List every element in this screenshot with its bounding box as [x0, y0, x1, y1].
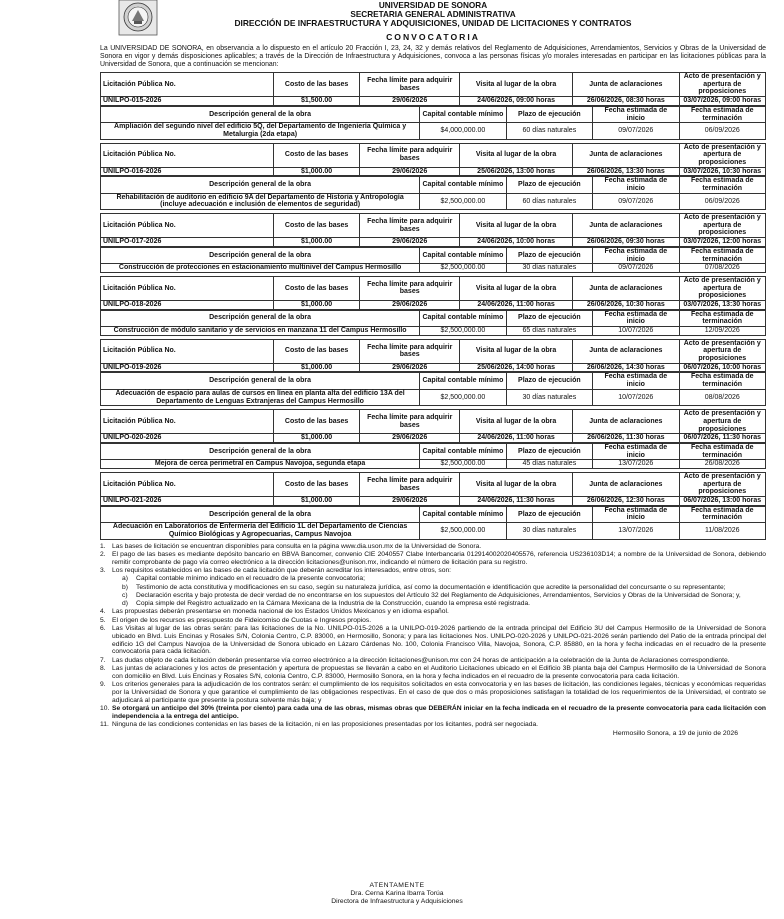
label-acto: Acto de presentación y apertura de proposiciones	[679, 473, 765, 497]
termino-value: 07/08/2026	[679, 264, 765, 273]
label-costo: Costo de las bases	[273, 143, 359, 167]
label-acto: Acto de presentación y apertura de proposiciones	[679, 410, 765, 434]
note-3	[100, 567, 766, 575]
table-row	[101, 143, 766, 167]
signatory-name: Dra. Cerna Karina Ibarra Torúa	[350, 889, 444, 897]
table-row	[101, 389, 766, 405]
label-capital: Capital contable mínimo	[420, 310, 506, 326]
note-4	[100, 608, 766, 616]
table-row	[101, 214, 766, 238]
label-acto: Acto de presentación y apertura de proposiciones	[679, 214, 765, 238]
subnote-text: Capital contable mínimo indicado en el recuadro de la presente convocatoria;	[136, 575, 365, 583]
label-licitacion: Licitación Pública No.	[101, 410, 274, 434]
note-text: Las Visitas al lugar de las obras serán: para las licitaciones de la No. UNILPO-015-2026 a la UNILPO-019-2026 partiendo de la entrada principal del Edificio 3U del Campus Hermosillo de la Universidad de Sonora ubicado en Blvd. Luis Encinas y Rosales S/N, Colonia Centro, C.P. 83000, en Hermosillo, Sonora; y para las licitaciones Nos. UNILPO-020-2026 y UNILPO-021-2026 serán partiendo del Patio de la entrada principal del edificio 1G del Campus Navojoa de la Universidad de Sonora ubicado en Lázaro Cárdenas No. 100, Colonia Francisco Villa, Navojoa, Sonora, C.P. 85880, en la hora y fecha indicadas en el recuadro de la presente convocatoria para cada licitación.	[112, 625, 766, 656]
label-descripcion: Descripción general de la obra	[101, 247, 420, 263]
licitacion-block	[100, 276, 766, 336]
acto-value: 03/07/2026, 12:00 horas	[679, 238, 765, 247]
note-7	[100, 657, 766, 665]
table-row	[101, 460, 766, 469]
description-value: Construcción de módulo sanitario y de servicios en manzana 11 del Campus Hermosillo	[101, 327, 420, 336]
termino-value: 06/09/2026	[679, 123, 765, 139]
table-row	[101, 443, 766, 459]
licitacion-detail-table	[100, 372, 766, 406]
label-junta: Junta de aclaraciones	[573, 473, 679, 497]
note-number: 11.	[100, 721, 109, 729]
junta-value: 26/06/2026, 09:30 horas	[573, 238, 679, 247]
table-row	[101, 339, 766, 363]
label-visita: Visita al lugar de la obra	[460, 73, 573, 97]
note-text: Las dudas objeto de cada licitación deberán presentarse vía correo electrónico a la dirección licitaciones@unison.mx con 24 horas de anticipación a la celebración de la Junta de Aclaraciones correspondiente.	[112, 656, 730, 664]
table-row	[101, 506, 766, 522]
label-licitacion: Licitación Pública No.	[101, 143, 274, 167]
note-text: Los requisitos establecidos en las bases de cada licitación que deberán acreditar los interesados, entre otros, son:	[112, 567, 452, 574]
junta-value: 26/06/2026, 08:30 horas	[573, 97, 679, 106]
subnote-text: Copia simple del Registro actualizado en la Cámara Mexicana de la Industria de la Construcción, cuando la empresa esté registrada.	[136, 600, 531, 608]
subnote-letter: c)	[122, 591, 128, 599]
note-3-a	[100, 575, 766, 583]
termino-value: 11/08/2026	[679, 523, 765, 539]
visit-value: 24/06/2026, 09:00 horas	[460, 97, 573, 106]
label-plazo: Plazo de ejecución	[506, 177, 592, 193]
licitacion-detail-table	[100, 506, 766, 540]
place-date: Hermosillo Sonora, a 19 de junio de 2026	[612, 730, 738, 738]
label-plazo: Plazo de ejecución	[506, 443, 592, 459]
note-number: 5.	[100, 616, 106, 624]
licitacion-number: UNILPO-015-2026	[101, 97, 274, 106]
deadline-value: 29/06/2026	[360, 97, 460, 106]
table-row	[101, 73, 766, 97]
visit-value: 25/06/2026, 13:00 horas	[460, 167, 573, 176]
acto-value: 06/07/2026, 13:00 horas	[679, 497, 765, 506]
label-fecha-limite: Fecha límite para adquirir bases	[360, 143, 460, 167]
signature-atentamente: ATENTAMENTE	[369, 882, 425, 889]
licitacion-block	[100, 72, 766, 140]
note-3-c	[100, 592, 766, 600]
label-junta: Junta de aclaraciones	[573, 339, 679, 363]
inicio-value: 10/07/2026	[593, 389, 679, 405]
licitacion-number: UNILPO-021-2026	[101, 497, 274, 506]
description-value: Adecuación en Laboratorios de Enfermería del Edificio 1L del Departamento de Ciencias Químico Biológicas y Agropecuarias, Campus Navojoa	[101, 523, 420, 539]
note-number: 6.	[100, 625, 106, 633]
label-fecha-limite: Fecha límite para adquirir bases	[360, 473, 460, 497]
termino-value: 06/09/2026	[679, 193, 765, 209]
label-termino: Fecha estimada de terminación	[679, 443, 765, 459]
junta-value: 26/06/2026, 13:30 horas	[573, 167, 679, 176]
label-descripcion: Descripción general de la obra	[101, 373, 420, 389]
capital-value: $2,500,000.00	[420, 193, 506, 209]
capital-value: $2,500,000.00	[420, 460, 506, 469]
note-number: 7.	[100, 656, 106, 664]
note-number: 4.	[100, 608, 106, 616]
label-licitacion: Licitación Pública No.	[101, 473, 274, 497]
note-3-d	[100, 600, 766, 608]
note-text: El pago de las bases es mediante depósito bancario en BBVA Bancomer, convenio CIE 2040557 Clabe Interbancaria 012914002020405576, referencia US236103D14; a nombre de la Universidad de Sonora, debiendo remitir comprobante de pago vía correo electrónico a la dirección licitaciones@unison.mx, indicando el número de licitación para su registro.	[112, 550, 766, 566]
note-text: Se otorgará un anticipo del 30% (treinta por ciento) para cada una de las obras, mismas obras que DEBERÁN iniciar en la fecha indicada en el recuadro de la presente convocatoria para cada licitación con independencia a la entrega del anticipo.	[112, 705, 766, 720]
junta-value: 26/06/2026, 14:30 horas	[573, 363, 679, 372]
note-text: Las propuestas deberán presentarse en moneda nacional de los Estados Unidos Mexicanos y en idioma español.	[112, 608, 449, 616]
university-seal-icon	[118, 0, 158, 36]
licitacion-block	[100, 472, 766, 540]
subnote-letter: d)	[122, 600, 128, 608]
table-row	[101, 373, 766, 389]
label-acto: Acto de presentación y apertura de proposiciones	[679, 143, 765, 167]
note-2	[100, 551, 766, 567]
note-text: Los criterios generales para la adjudicación de los contratos serán: el cumplimiento de los requisitos solicitados en esta convocatoria y en las bases de licitación, las condiciones legales, técnicas y económicas requeridas por la Universidad de Sonora y que garantice el cumplimiento de las obligaciones respectivas. En el caso de que dos o más proposiciones satisfagan la totalidad de los requerimientos de la Universidad, el contrato se adjudicará al participante que presente la postura solvente más baja; y	[112, 681, 766, 704]
table-row	[101, 247, 766, 263]
licitacion-header-table	[100, 276, 766, 310]
label-visita: Visita al lugar de la obra	[460, 473, 573, 497]
header-direccion: DIRECCIÓN DE INFRAESTRUCTURA Y ADQUISICIONES, UNIDAD DE LICITACIONES Y CONTRATOS	[234, 18, 632, 29]
document-header	[100, 0, 766, 29]
junta-value: 26/06/2026, 12:30 horas	[573, 497, 679, 506]
table-row	[101, 497, 766, 506]
acto-value: 03/07/2026, 13:30 horas	[679, 300, 765, 309]
table-row	[101, 238, 766, 247]
label-descripcion: Descripción general de la obra	[101, 506, 420, 522]
label-junta: Junta de aclaraciones	[573, 73, 679, 97]
cost-value: $1,000.00	[273, 434, 359, 443]
label-plazo: Plazo de ejecución	[506, 373, 592, 389]
label-termino: Fecha estimada de terminación	[679, 373, 765, 389]
note-10	[100, 705, 766, 721]
plazo-value: 45 días naturales	[506, 460, 592, 469]
description-value: Construcción de protecciones en estacionamiento multinivel del Campus Hermosillo	[101, 264, 420, 273]
label-visita: Visita al lugar de la obra	[460, 339, 573, 363]
label-licitacion: Licitación Pública No.	[101, 276, 274, 300]
label-inicio: Fecha estimada de inicio	[593, 177, 679, 193]
table-row	[101, 310, 766, 326]
label-inicio: Fecha estimada de inicio	[593, 106, 679, 122]
note-5	[100, 617, 766, 625]
table-row	[101, 434, 766, 443]
cost-value: $1,000.00	[273, 497, 359, 506]
label-descripcion: Descripción general de la obra	[101, 310, 420, 326]
label-junta: Junta de aclaraciones	[573, 410, 679, 434]
table-row	[101, 106, 766, 122]
visit-value: 24/06/2026, 11:30 horas	[460, 497, 573, 506]
termino-value: 08/08/2026	[679, 389, 765, 405]
termino-value: 12/09/2026	[679, 327, 765, 336]
visit-value: 24/06/2026, 11:00 horas	[460, 434, 573, 443]
table-row	[101, 193, 766, 209]
cost-value: $1,000.00	[273, 167, 359, 176]
acto-value: 03/07/2026, 10:30 horas	[679, 167, 765, 176]
capital-value: $4,000,000.00	[420, 123, 506, 139]
label-descripcion: Descripción general de la obra	[101, 177, 420, 193]
licitacion-number: UNILPO-019-2026	[101, 363, 274, 372]
cost-value: $1,500.00	[273, 97, 359, 106]
licitacion-detail-table	[100, 247, 766, 273]
label-fecha-limite: Fecha límite para adquirir bases	[360, 339, 460, 363]
label-visita: Visita al lugar de la obra	[460, 214, 573, 238]
table-row	[101, 123, 766, 139]
label-inicio: Fecha estimada de inicio	[593, 443, 679, 459]
licitacion-block	[100, 143, 766, 211]
label-termino: Fecha estimada de terminación	[679, 177, 765, 193]
label-capital: Capital contable mínimo	[420, 443, 506, 459]
label-visita: Visita al lugar de la obra	[460, 276, 573, 300]
note-8	[100, 665, 766, 681]
label-termino: Fecha estimada de terminación	[679, 247, 765, 263]
table-row	[101, 276, 766, 300]
licitaciones-list	[100, 72, 766, 539]
inicio-value: 13/07/2026	[593, 523, 679, 539]
subnote-letter: b)	[122, 583, 128, 591]
inicio-value: 09/07/2026	[593, 193, 679, 209]
licitacion-number: UNILPO-018-2026	[101, 300, 274, 309]
table-row	[101, 167, 766, 176]
label-visita: Visita al lugar de la obra	[460, 143, 573, 167]
label-licitacion: Licitación Pública No.	[101, 73, 274, 97]
description-value: Rehabilitación de auditorio en edificio 9A del Departamento de Historia y Antropología (incluye adecuación e inclusión de elementos de seguridad)	[101, 193, 420, 209]
licitacion-number: UNILPO-020-2026	[101, 434, 274, 443]
table-row	[101, 327, 766, 336]
label-termino: Fecha estimada de terminación	[679, 106, 765, 122]
label-capital: Capital contable mínimo	[420, 106, 506, 122]
label-termino: Fecha estimada de terminación	[679, 506, 765, 522]
acto-value: 06/07/2026, 10:00 horas	[679, 363, 765, 372]
inicio-value: 10/07/2026	[593, 327, 679, 336]
licitacion-header-table	[100, 72, 766, 106]
capital-value: $2,500,000.00	[420, 264, 506, 273]
label-visita: Visita al lugar de la obra	[460, 410, 573, 434]
label-acto: Acto de presentación y apertura de proposiciones	[679, 73, 765, 97]
licitacion-block	[100, 339, 766, 407]
label-plazo: Plazo de ejecución	[506, 247, 592, 263]
note-number: 10.	[100, 705, 110, 713]
table-row	[101, 264, 766, 273]
label-costo: Costo de las bases	[273, 473, 359, 497]
table-row	[101, 410, 766, 434]
signatory-role: Directora de Infraestructura y Adquisiciones	[331, 897, 463, 905]
licitacion-detail-table	[100, 310, 766, 336]
table-row	[101, 473, 766, 497]
table-row	[101, 523, 766, 539]
label-inicio: Fecha estimada de inicio	[593, 247, 679, 263]
description-value: Adecuación de espacio para aulas de cursos en línea en planta alta del edificio 13A del Departamento de Lenguas Extranjeras del Campus Hermosillo	[101, 389, 420, 405]
table-row	[101, 363, 766, 372]
plazo-value: 60 días naturales	[506, 123, 592, 139]
capital-value: $2,500,000.00	[420, 389, 506, 405]
inicio-value: 09/07/2026	[593, 123, 679, 139]
deadline-value: 29/06/2026	[360, 167, 460, 176]
cost-value: $1,000.00	[273, 238, 359, 247]
deadline-value: 29/06/2026	[360, 300, 460, 309]
label-fecha-limite: Fecha límite para adquirir bases	[360, 73, 460, 97]
deadline-value: 29/06/2026	[360, 434, 460, 443]
note-6	[100, 625, 766, 656]
visit-value: 24/06/2026, 11:00 horas	[460, 300, 573, 309]
label-capital: Capital contable mínimo	[420, 506, 506, 522]
label-capital: Capital contable mínimo	[420, 373, 506, 389]
acto-value: 03/07/2026, 09:00 horas	[679, 97, 765, 106]
label-termino: Fecha estimada de terminación	[679, 310, 765, 326]
note-3-b	[100, 584, 766, 592]
label-plazo: Plazo de ejecución	[506, 106, 592, 122]
note-text: Ninguna de las condiciones contenidas en las bases de la licitación, ni en las proposiciones presentadas por los licitantes, podrá ser negociada.	[112, 721, 539, 729]
licitacion-header-table	[100, 143, 766, 177]
label-inicio: Fecha estimada de inicio	[593, 310, 679, 326]
deadline-value: 29/06/2026	[360, 497, 460, 506]
description-value: Ampliación del segundo nivel del edificio 5Q, del Departamento de Ingeniería Química y Metalurgia (2da etapa)	[101, 123, 420, 139]
junta-value: 26/06/2026, 10:30 horas	[573, 300, 679, 309]
label-fecha-limite: Fecha límite para adquirir bases	[360, 276, 460, 300]
licitacion-number: UNILPO-017-2026	[101, 238, 274, 247]
licitacion-block	[100, 409, 766, 469]
plazo-value: 30 días naturales	[506, 389, 592, 405]
label-descripcion: Descripción general de la obra	[101, 443, 420, 459]
label-costo: Costo de las bases	[273, 276, 359, 300]
plazo-value: 65 días naturales	[506, 327, 592, 336]
licitacion-detail-table	[100, 176, 766, 210]
label-junta: Junta de aclaraciones	[573, 143, 679, 167]
label-inicio: Fecha estimada de inicio	[593, 373, 679, 389]
visit-value: 25/06/2026, 14:00 horas	[460, 363, 573, 372]
cost-value: $1,000.00	[273, 363, 359, 372]
licitacion-block	[100, 213, 766, 273]
plazo-value: 30 días naturales	[506, 264, 592, 273]
note-text: El origen de los recursos es presupuesto de Fideicomiso de Cuotas e Ingresos propios.	[112, 616, 372, 624]
table-row	[101, 177, 766, 193]
description-value: Mejora de cerca perimetral en Campus Navojoa, segunda etapa	[101, 460, 420, 469]
label-fecha-limite: Fecha límite para adquirir bases	[360, 410, 460, 434]
note-text: Las bases de licitación se encuentran disponibles para consulta en la página www.dia.uson.mx de la Universidad de Sonora.	[112, 542, 482, 550]
cost-value: $1,000.00	[273, 300, 359, 309]
table-row	[101, 300, 766, 309]
subnote-letter: a)	[122, 575, 128, 583]
note-number: 8.	[100, 665, 106, 673]
licitacion-header-table	[100, 213, 766, 247]
deadline-value: 29/06/2026	[360, 363, 460, 372]
inicio-value: 13/07/2026	[593, 460, 679, 469]
capital-value: $2,500,000.00	[420, 523, 506, 539]
note-text: Las juntas de aclaraciones y los actos de presentación y apertura de propuestas se llevarán a cabo en el Auditorio Licitaciones ubicado en el Edificio 3B planta baja del Campus Hermosillo de la Universidad de Sonora con domicilio en Blvd. Luis Encinas y Rosales S/N, colonia Centro, C.P. 83000, Hermosillo Sonora, en la hora y fecha indicados en el recuadro de la presente convocatoria para cada licitación.	[112, 665, 766, 680]
label-costo: Costo de las bases	[273, 73, 359, 97]
licitacion-header-table	[100, 409, 766, 443]
deadline-value: 29/06/2026	[360, 238, 460, 247]
licitacion-detail-table	[100, 106, 766, 140]
label-junta: Junta de aclaraciones	[573, 276, 679, 300]
licitacion-header-table	[100, 472, 766, 506]
licitacion-detail-table	[100, 443, 766, 469]
label-costo: Costo de las bases	[273, 410, 359, 434]
document-title: CONVOCATORIA	[386, 31, 480, 42]
note-number: 1.	[100, 542, 106, 550]
label-licitacion: Licitación Pública No.	[101, 214, 274, 238]
note-number: 2.	[100, 550, 106, 558]
label-acto: Acto de presentación y apertura de proposiciones	[679, 276, 765, 300]
label-plazo: Plazo de ejecución	[506, 506, 592, 522]
acto-value: 06/07/2026, 11:30 horas	[679, 434, 765, 443]
plazo-value: 30 días naturales	[506, 523, 592, 539]
licitacion-number: UNILPO-016-2026	[101, 167, 274, 176]
note-number: 9.	[100, 681, 106, 689]
notes-list	[100, 543, 766, 730]
subnote-text: Declaración escrita y bajo protesta de decir verdad de no encontrarse en los supuestos del Artículo 32 del Reglamento de Adquisiciones, Arrendamientos, Servicios y Obras de la Universidad de Sonora; y,	[136, 591, 741, 599]
label-capital: Capital contable mínimo	[420, 177, 506, 193]
label-licitacion: Licitación Pública No.	[101, 339, 274, 363]
label-junta: Junta de aclaraciones	[573, 214, 679, 238]
termino-value: 26/08/2026	[679, 460, 765, 469]
label-inicio: Fecha estimada de inicio	[593, 506, 679, 522]
label-descripcion: Descripción general de la obra	[101, 106, 420, 122]
table-row	[101, 97, 766, 106]
label-plazo: Plazo de ejecución	[506, 310, 592, 326]
capital-value: $2,500,000.00	[420, 327, 506, 336]
note-1	[100, 543, 766, 551]
label-fecha-limite: Fecha límite para adquirir bases	[360, 214, 460, 238]
label-costo: Costo de las bases	[273, 214, 359, 238]
note-9	[100, 681, 766, 704]
inicio-value: 09/07/2026	[593, 264, 679, 273]
visit-value: 24/06/2026, 10:00 horas	[460, 238, 573, 247]
note-number: 3.	[100, 567, 106, 574]
header-university: UNIVERSIDAD DE SONORA	[378, 1, 488, 10]
licitacion-header-table	[100, 339, 766, 373]
signature-block	[322, 882, 472, 905]
subnote-text: Testimonio de acta constitutiva y modificaciones en su caso, según su naturaleza jurídica, así como la documentación e identificación que acredite la personalidad del concursante o su representante;	[136, 583, 726, 591]
plazo-value: 60 días naturales	[506, 193, 592, 209]
label-costo: Costo de las bases	[273, 339, 359, 363]
label-capital: Capital contable mínimo	[420, 247, 506, 263]
intro-paragraph: La UNIVERSIDAD DE SONORA, en observancia a lo dispuesto en el artículo 20 Fracción I, 23, 24, 32 y demás relativos del Reglamento de Adquisiciones, Arrendamientos, Servicios y Obras de la Universidad de Sonora en vigor y demás disposiciones aplicables; a través de la Dirección de Infraestructura y Adquisiciones, convoca a las personas físicas y/o morales interesadas en participar en las licitaciones públicas para la Universidad de Sonora, que a continuación se mencionan:	[100, 44, 766, 68]
label-acto: Acto de presentación y apertura de proposiciones	[679, 339, 765, 363]
junta-value: 26/06/2026, 11:30 horas	[573, 434, 679, 443]
note-11	[100, 721, 766, 729]
header-secretaria: SECRETARIA GENERAL ADMINISTRATIVA	[350, 10, 516, 20]
